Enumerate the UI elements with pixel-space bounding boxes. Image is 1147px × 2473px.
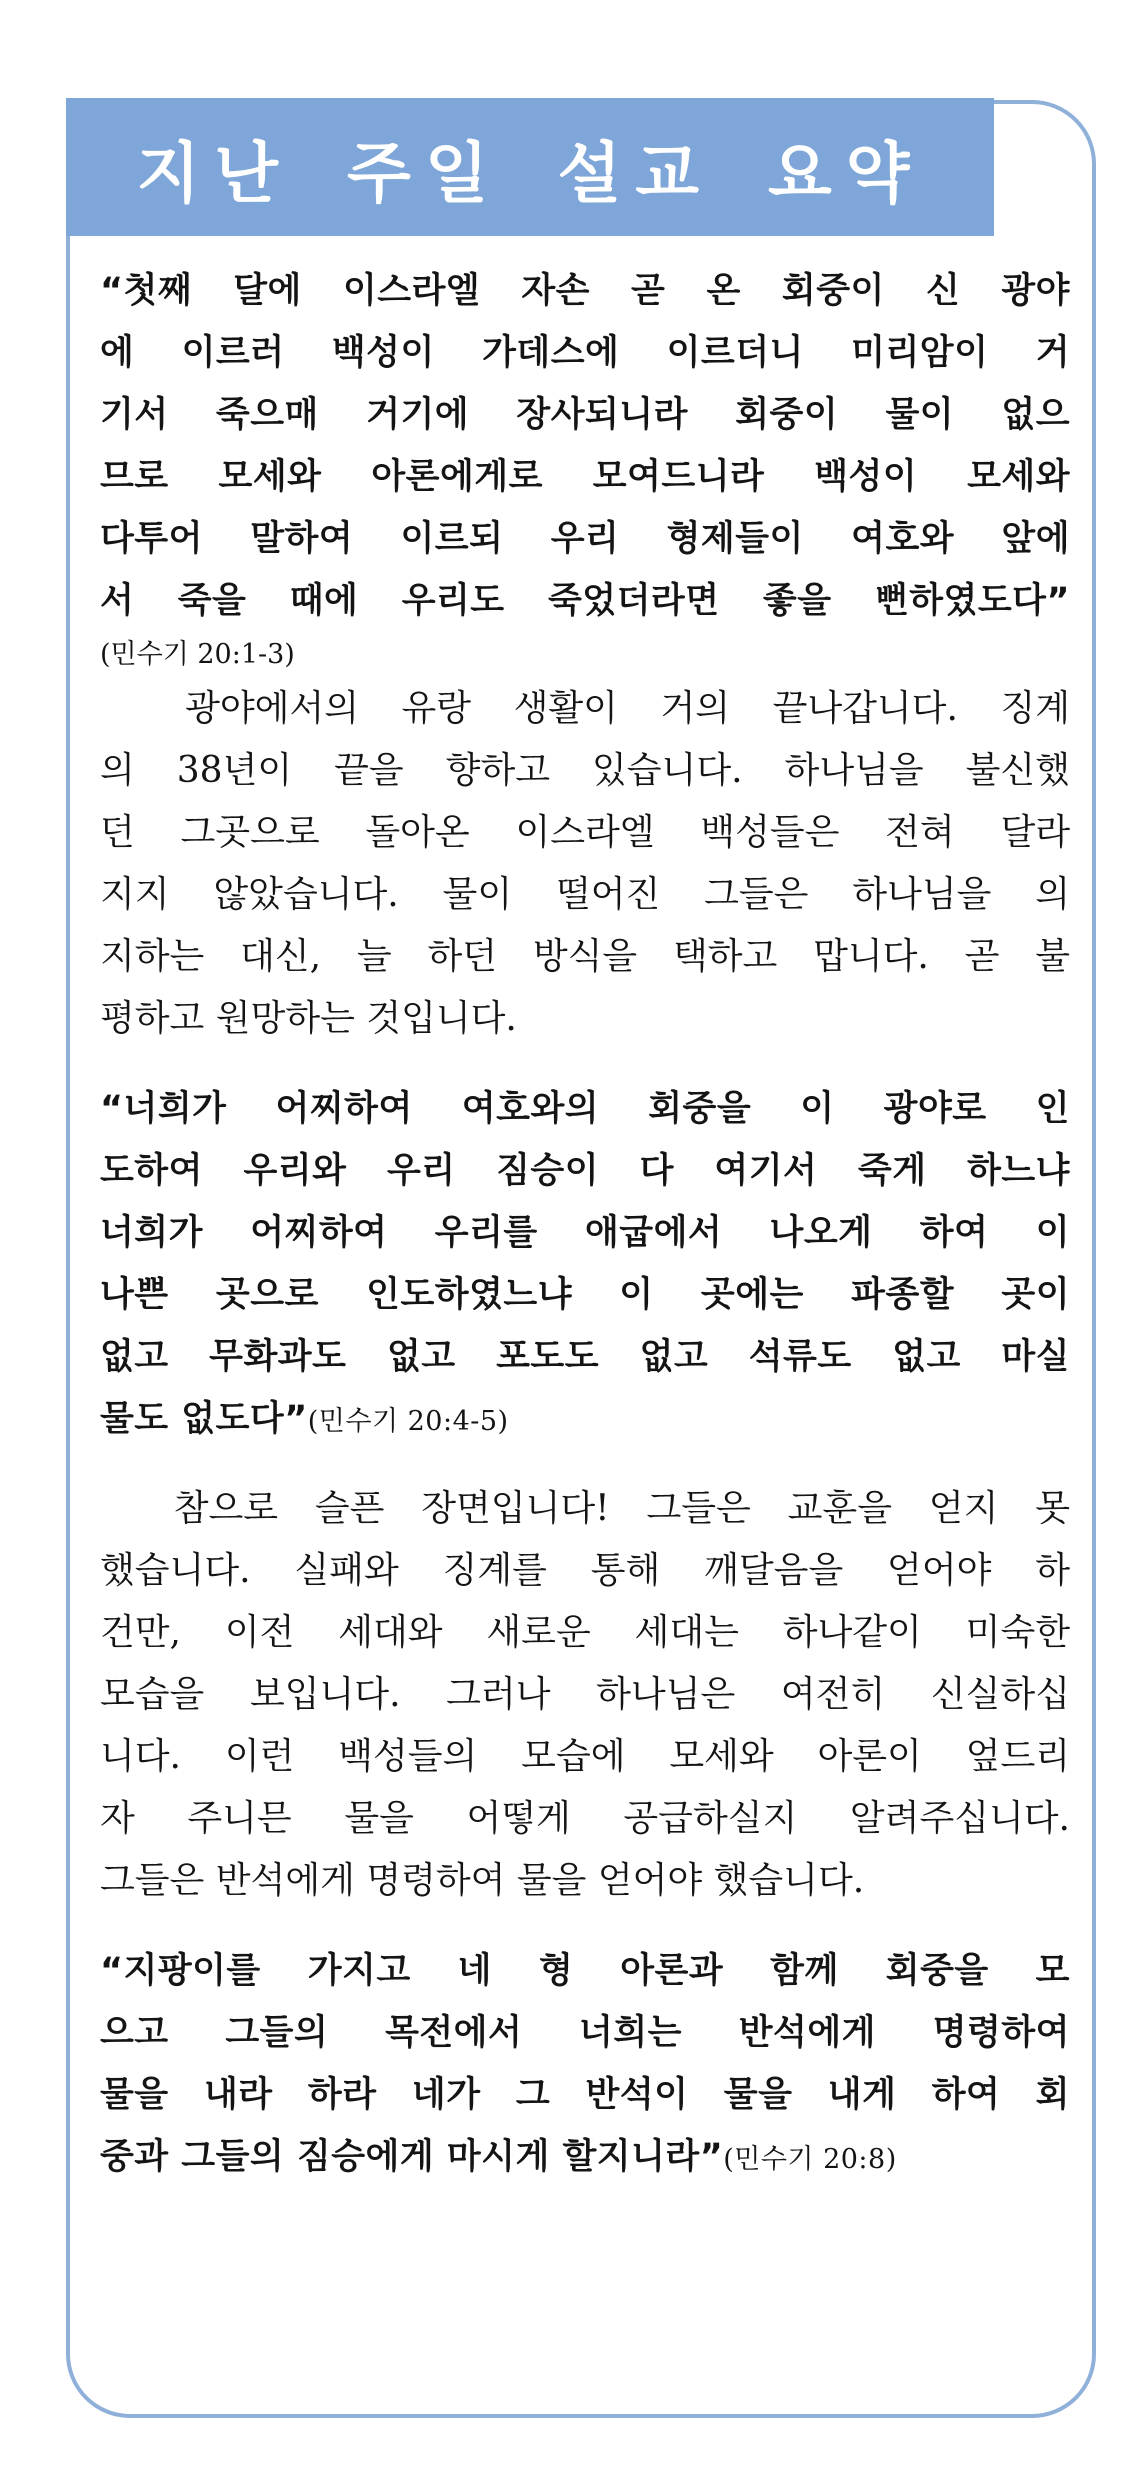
scripture-quote-2 xyxy=(100,1078,1070,1450)
quote-text: 중과 그들의 짐승에게 마시게 할지니라” xyxy=(100,2137,724,2177)
quote-line: “지팡이를 가지고 네 형 아론과 함께 회중을 모 xyxy=(100,1951,1070,1991)
quote-last-line xyxy=(100,2126,1070,2188)
quote-line: 기서 죽으매 거기에 장사되니라 회중이 물이 없으 xyxy=(100,395,1070,435)
quote-last-line xyxy=(100,1388,1070,1450)
scripture-reference: (민수기 20:4-5) xyxy=(307,1406,509,1437)
paragraph-line: 지지 않았습니다. 물이 떨어진 그들은 하나님을 의 xyxy=(100,874,1070,915)
quote-line: 도하여 우리와 우리 짐승이 다 여기서 죽게 하느냐 xyxy=(100,1151,1070,1191)
sermon-paragraph-2 xyxy=(100,1478,1070,1912)
page-title: 지난 주일 설교 요약 xyxy=(136,134,924,212)
paragraph-line: 했습니다. 실패와 징계를 통해 깨달음을 얻어야 하 xyxy=(100,1550,1070,1591)
paragraph-line: 건만, 이전 세대와 새로운 세대는 하나같이 미숙한 xyxy=(100,1612,1070,1653)
paragraph-line: 참으로 슬픈 장면입니다! 그들은 교훈을 얻지 못 xyxy=(100,1488,1070,1529)
title-banner xyxy=(66,98,994,236)
scripture-quote-3 xyxy=(100,1940,1070,2188)
scripture-reference: (민수기 20:1-3) xyxy=(100,639,295,670)
paragraph-line: 던 그곳으로 돌아온 이스라엘 백성들은 전혀 달라 xyxy=(100,812,1070,853)
scripture-quote-1 xyxy=(100,260,1070,632)
quote-line: 으고 그들의 목전에서 너희는 반석에게 명령하여 xyxy=(100,2013,1070,2053)
paragraph-line: 자 주니믄 물을 어떻게 공급하실지 알려주십니다. xyxy=(100,1798,1070,1839)
quote-line: 에 이르러 백성이 가데스에 이르더니 미리암이 거 xyxy=(100,333,1070,373)
paragraph-line: 모습을 보입니다. 그러나 하나님은 여전히 신실하십 xyxy=(100,1674,1070,1715)
paragraph-line: 그들은 반석에게 명령하여 물을 얻어야 했습니다. xyxy=(100,1860,865,1901)
paragraph-line: 광야에서의 유랑 생활이 거의 끝나갑니다. 징계 xyxy=(100,688,1070,729)
paragraph-line: 의 38년이 끝을 향하고 있습니다. 하나님을 불신했 xyxy=(100,750,1070,791)
quote-line: “너희가 어찌하여 여호와의 회중을 이 광야로 인 xyxy=(100,1089,1070,1129)
quote-line: “첫째 달에 이스라엘 자손 곧 온 회중이 신 광야 xyxy=(100,271,1070,311)
quote-line: 물을 내라 하라 네가 그 반석이 물을 내게 하여 회 xyxy=(100,2075,1070,2115)
quote-line: 나쁜 곳으로 인도하였느냐 이 곳에는 파종할 곳이 xyxy=(100,1275,1070,1315)
quote-line: 다투어 말하여 이르되 우리 형제들이 여호와 앞에 xyxy=(100,519,1070,559)
scripture-reference: (민수기 20:8) xyxy=(723,2144,897,2175)
quote-line: 서 죽을 때에 우리도 죽었더라면 좋을 뻔하였도다” xyxy=(100,581,1070,621)
quote-line: 므로 모세와 아론에게로 모여드니라 백성이 모세와 xyxy=(100,457,1070,497)
paragraph-line: 평하고 원망하는 것입니다. xyxy=(100,998,517,1039)
sermon-paragraph-1 xyxy=(100,678,1070,1050)
quote-line: 없고 무화과도 없고 포도도 없고 석류도 없고 마실 xyxy=(100,1337,1070,1377)
sermon-summary-body xyxy=(100,260,1070,2188)
paragraph-line: 니다. 이런 백성들의 모습에 모세와 아론이 엎드리 xyxy=(100,1736,1070,1777)
paragraph-line: 지하는 대신, 늘 하던 방식을 택하고 맙니다. 곧 불 xyxy=(100,936,1070,977)
quote-text: 물도 없도다” xyxy=(100,1399,308,1439)
quote-line: 너희가 어찌하여 우리를 애굽에서 나오게 하여 이 xyxy=(100,1213,1070,1253)
